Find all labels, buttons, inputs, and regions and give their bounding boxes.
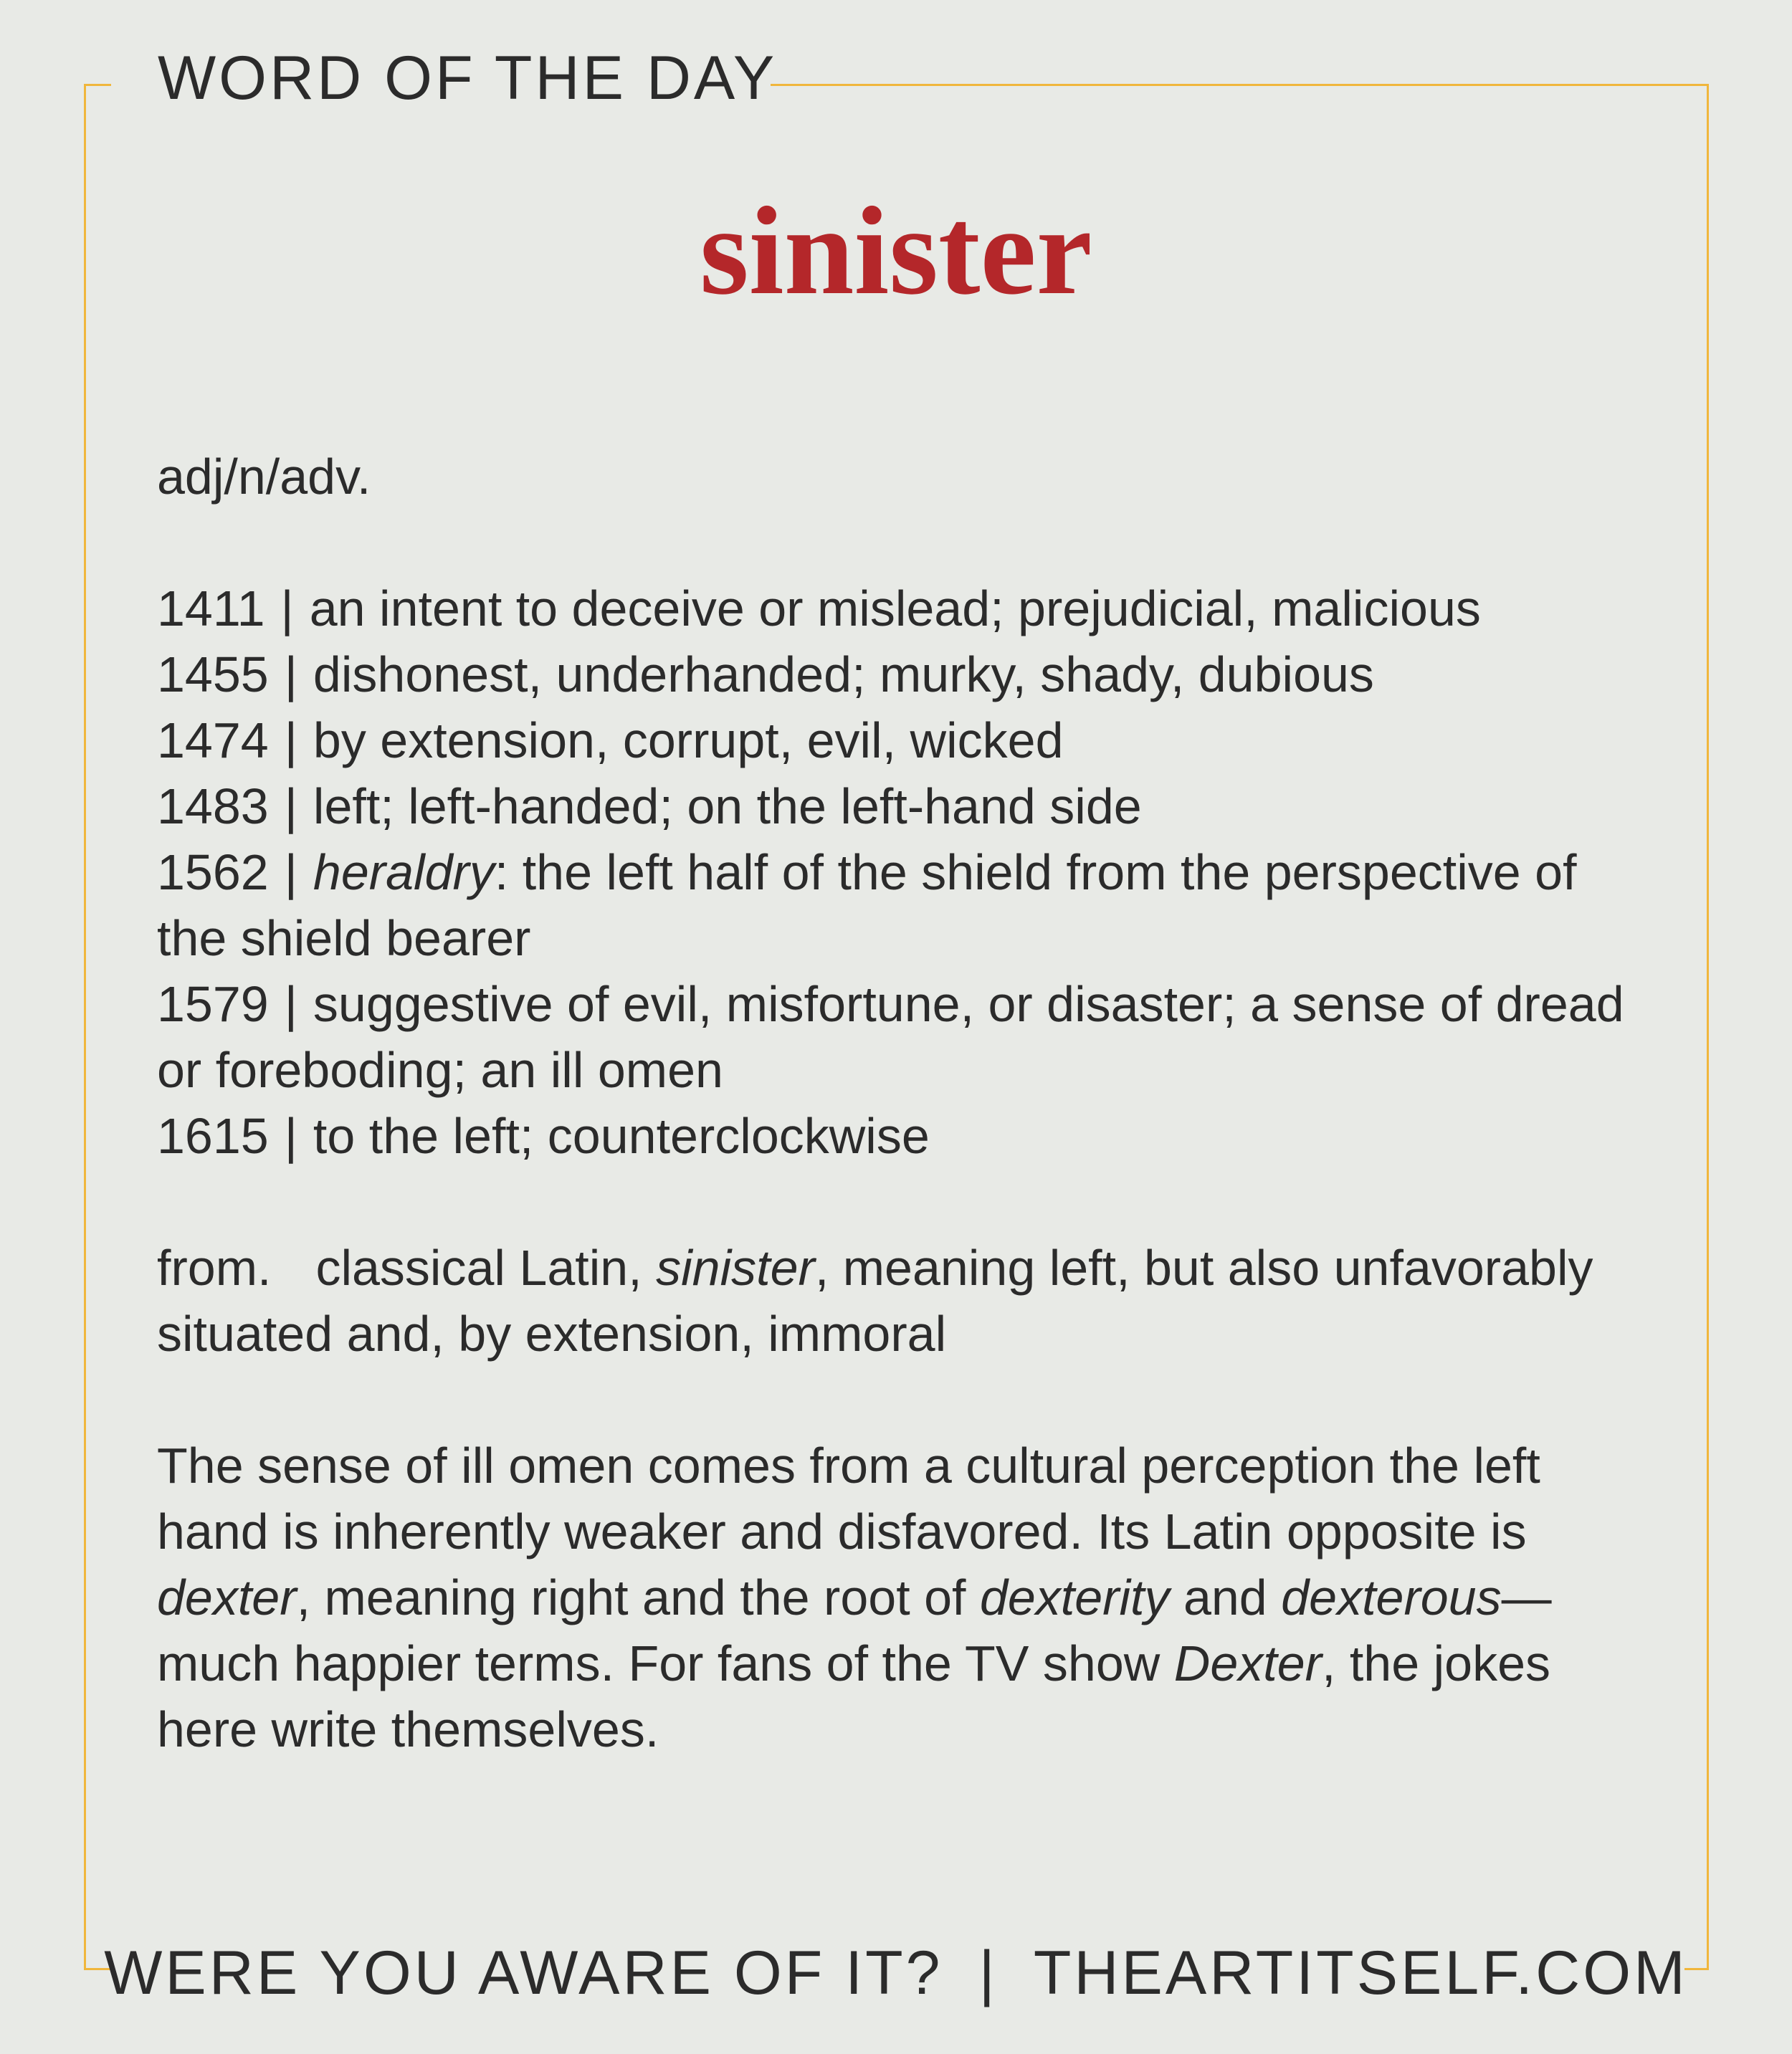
sense-item [157, 971, 1648, 1103]
usage-note [157, 1433, 1648, 1762]
sense-year: 1474 [157, 712, 269, 768]
page-header: WORD OF THE DAY [158, 44, 778, 113]
etymology-text: classical Latin, [315, 1240, 657, 1296]
note-text: , the jokes here write themselves. [157, 1635, 1551, 1757]
sense-year: 1455 [157, 646, 269, 702]
definition-body [157, 444, 1648, 1762]
etymology-term: sinister [656, 1240, 815, 1296]
footer-site: THEARTITSELF.COM [1033, 1939, 1688, 2007]
sense-separator: | [284, 844, 297, 900]
note-term: Dexter [1173, 1635, 1322, 1691]
note-term: dexterous [1281, 1570, 1502, 1625]
page-footer [0, 1938, 1792, 2009]
sense-item [157, 707, 1648, 773]
part-of-speech: adj/n/adv. [157, 449, 371, 505]
sense-separator: | [284, 712, 297, 768]
senses-list [157, 575, 1648, 1169]
sense-item [157, 1103, 1648, 1169]
sense-text: an intent to deceive or mislead; prejudicial, malicious [309, 581, 1481, 636]
sense-separator: | [284, 646, 297, 702]
note-text: , meaning right and the root of [296, 1570, 980, 1625]
sense-year: 1483 [157, 778, 269, 834]
etymology-text: , meaning left, but also unfavorably situated and, by extension, immoral [157, 1240, 1593, 1362]
note-text: —much happier terms. For fans of the TV show [157, 1570, 1552, 1691]
footer-separator: | [978, 1939, 998, 2007]
sense-text: by extension, corrupt, evil, wicked [313, 712, 1064, 768]
note-term: dexterity [979, 1570, 1170, 1625]
note-term: dexter [157, 1570, 297, 1625]
footer-question: WERE YOU AWARE OF IT? [104, 1939, 943, 2007]
etymology [157, 1235, 1648, 1367]
sense-text: dishonest, underhanded; murky, shady, dubious [313, 646, 1374, 702]
sense-year: 1615 [157, 1108, 269, 1164]
sense-text: suggestive of evil, misfortune, or disaster; a sense of dread or foreboding; an ill omen [157, 976, 1624, 1098]
sense-item [157, 575, 1648, 641]
sense-year: 1411 [157, 581, 265, 636]
sense-text: to the left; counterclockwise [313, 1108, 930, 1164]
sense-separator: | [284, 778, 297, 834]
sense-separator: | [284, 1108, 297, 1164]
headword: sinister [700, 181, 1092, 321]
note-text: The sense of ill omen comes from a cultural perception the left hand is inherently weaker and disfavored. Its Latin opposite is [157, 1438, 1540, 1559]
sense-text: left; left-handed; on the left-hand side [313, 778, 1142, 834]
etymology-label: from. [157, 1240, 272, 1296]
sense-text: : the left half of the shield from the perspective of the shield bearer [157, 844, 1577, 966]
sense-year: 1562 [157, 844, 269, 900]
sense-item [157, 839, 1648, 971]
sense-year: 1579 [157, 976, 269, 1032]
sense-item [157, 641, 1648, 707]
sense-item [157, 773, 1648, 839]
sense-separator: | [280, 581, 294, 636]
sense-label: heraldry [313, 844, 495, 900]
sense-separator: | [284, 976, 297, 1032]
note-text: and [1169, 1570, 1282, 1625]
